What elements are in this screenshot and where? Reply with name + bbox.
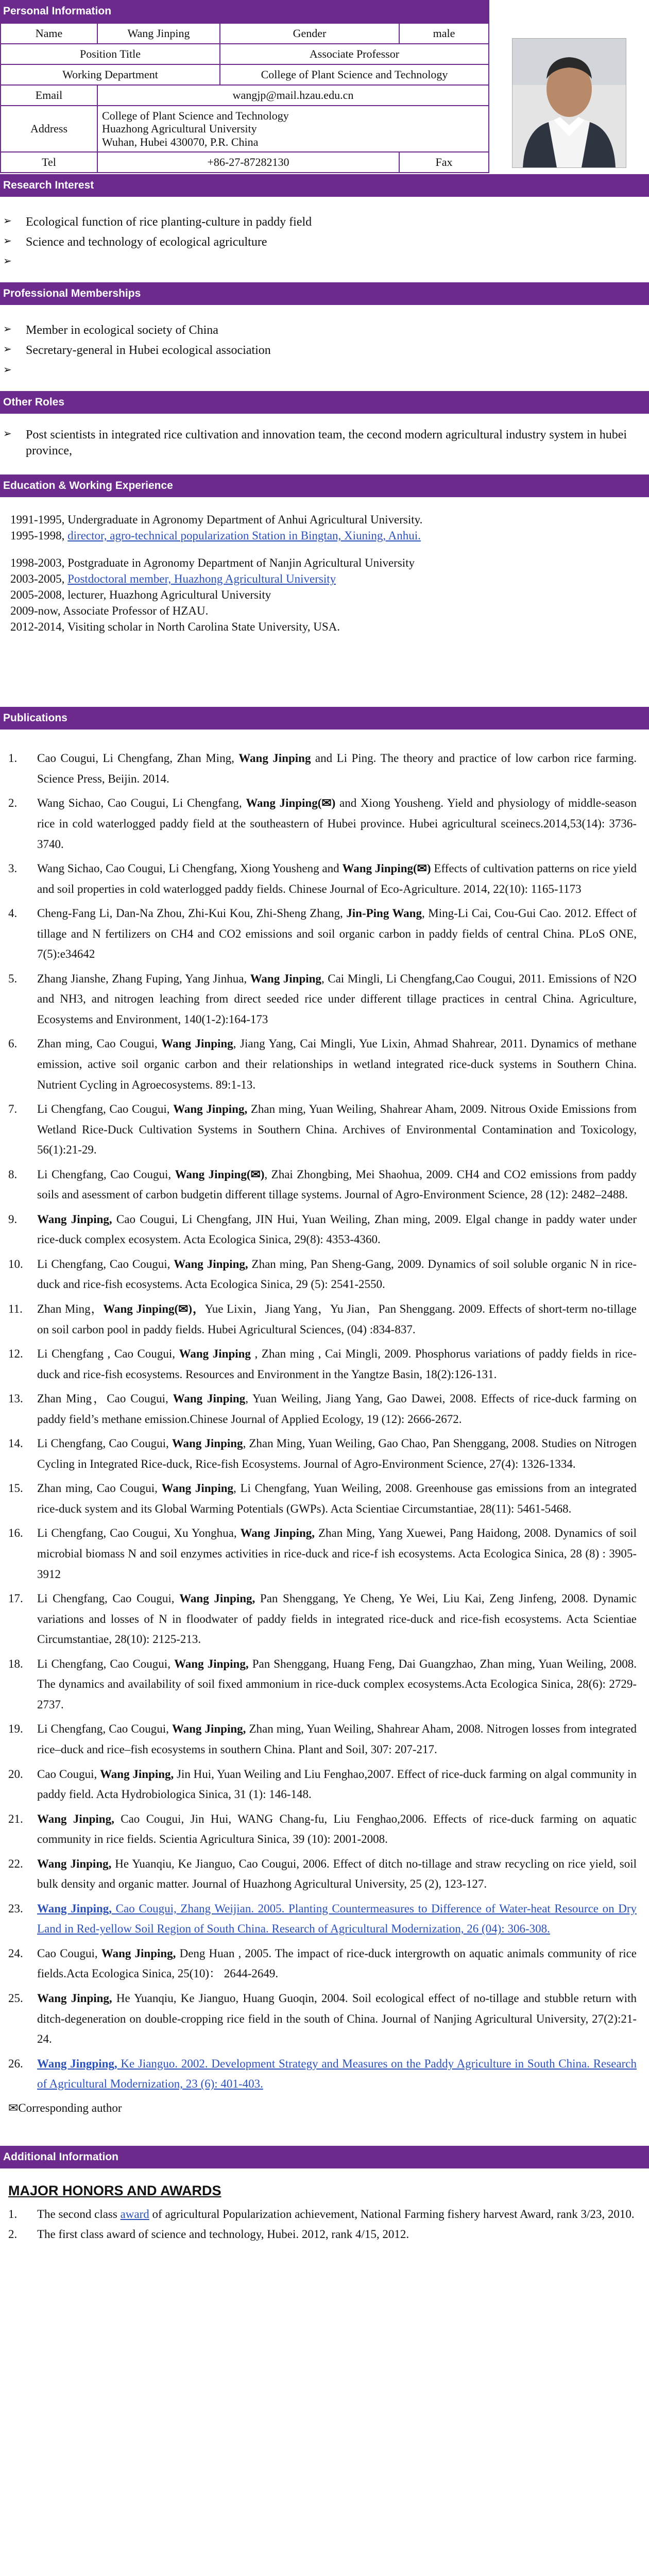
item-number: 26. xyxy=(8,2057,23,2070)
publication-item xyxy=(8,793,637,854)
gender-value: male xyxy=(399,23,489,44)
item-number: 1. xyxy=(8,2207,18,2221)
publication-details: He Yuanqiu, Ke Jianguo, Huang Guoqin, 2004. Soil ecological effect of no-tillage and stubble return with ditch-degeneration on double-cropping rice field in the south of China. Journal of Nanjing Agricultural University, 27(2):21-24. xyxy=(37,1991,637,2046)
education-row xyxy=(10,619,639,635)
tel-label: Tel xyxy=(1,152,97,173)
publication-text xyxy=(37,1344,637,1384)
item-number: 7. xyxy=(8,1103,18,1116)
publication-item xyxy=(8,1099,637,1160)
publication-item xyxy=(8,1299,637,1340)
publication-item xyxy=(8,1719,637,1759)
honor-text-part: of agricultural Popularization achievement, National Farming fishery harvest Award, rank 3/23, 2010. xyxy=(149,2207,635,2221)
education-row xyxy=(10,512,639,528)
publication-details: , Zhan Ming, Yuan Weiling, Gao Chao, Pan Shenggang, 2008. Studies on Nitrogen Cycling in Integrated Rice-duck, Rice-fish Ecosystems. Journal of Agro-Environment Science, 27(4): 1326-1334. xyxy=(37,1437,637,1470)
publication-details: Cao Cougui, Zhang Weijian. 2005. Planting Countermeasures to Difference of Water-heat Resource on Dry Land in Red-yellow Soil Region of South China. Research of Agricultural Modernization, 26 (04): 306-308. xyxy=(37,1902,637,1936)
education-link[interactable]: director, agro-technical popularization Station in Bingtan, Xiuning, Anhui. xyxy=(67,529,421,543)
honor-text-part: The first class award of science and technology, Hubei. 2012, rank 4/15, 2012. xyxy=(37,2228,409,2241)
publication-authors: Cao Cougui, Li Chengfang, Zhan Ming, xyxy=(37,752,239,765)
memberships-header: Professional Memberships xyxy=(0,282,649,305)
highlighted-author: Wang Jinping, xyxy=(179,1592,255,1605)
email-label: Email xyxy=(1,85,97,106)
highlighted-author: Wang Jinping(✉) xyxy=(342,862,431,875)
item-number: 16. xyxy=(8,1527,23,1540)
education-link[interactable]: Postdoctoral member, Huazhong Agricultural University xyxy=(67,572,336,586)
education-text: 2009-now, Associate Professor of HZAU. xyxy=(10,604,209,618)
publication-details: Cao Cougui, Li Chengfang, JIN Hui, Yuan Weiling, Zhan ming, 2009. Elgal change in paddy water under rice-duck complex ecosystem. Acta Ecologica Sinica, 29(8): 4353-4360. xyxy=(37,1212,637,1246)
publication-text xyxy=(37,1033,637,1095)
list-item-text: Secretary-general in Hubei ecological association xyxy=(26,344,271,358)
arrow-bullet-icon: ➢ xyxy=(3,235,12,247)
highlighted-author: Wang Jinping xyxy=(179,1347,251,1361)
list-item xyxy=(0,361,649,376)
publication-item xyxy=(8,1033,637,1095)
publication-item xyxy=(8,1588,637,1650)
item-number: 9. xyxy=(8,1212,18,1226)
publication-item xyxy=(8,858,637,899)
publication-item xyxy=(8,1254,637,1295)
list-item-text: Member in ecological society of China xyxy=(26,324,218,337)
publication-authors: Li Chengfang, Cao Cougui, xyxy=(37,1722,172,1736)
item-number: 3. xyxy=(8,862,18,875)
item-number: 19. xyxy=(8,1722,23,1736)
list-item xyxy=(0,320,649,341)
item-number: 25. xyxy=(8,1991,23,2005)
list-item-text: Ecological function of rice planting-culture in paddy field xyxy=(26,215,312,229)
publication-details: Effects of cultivation patterns on rice yield and soil properties in cold waterlogged paddy fields. Chinese Journal of Eco-Agriculture. 2014, 22(10): 1165-1173 xyxy=(37,862,637,895)
highlighted-author: Wang Jinping, xyxy=(37,1812,114,1825)
highlighted-author: Wang Jinping xyxy=(161,1037,233,1050)
honor-text-part: The second class xyxy=(37,2207,121,2221)
education-group xyxy=(10,512,639,544)
other-roles-list xyxy=(0,414,649,474)
publication-authors: Li Chengfang, Cao Cougui, xyxy=(37,1592,180,1605)
publication-authors: Cheng-Fang Li, Dan-Na Zhou, Zhi-Kui Kou, Zhi-Sheng Zhang, xyxy=(37,907,347,920)
gender-label: Gender xyxy=(220,23,399,44)
item-number: 5. xyxy=(8,972,18,985)
honor-text xyxy=(37,2224,409,2245)
education-text: 1991-1995, Undergraduate in Agronomy Department of Anhui Agricultural University. xyxy=(10,513,423,527)
item-number: 17. xyxy=(8,1592,23,1605)
publication-details: Zhan Ming, Yang Xuewei, Pang Haidong, 2008. Dynamics of soil microbial biomass N and soil enzymes activities in rice-duck and rice-f ish ecosystems. Acta Ecologica Sinica, 28 (8) : 3905-3912 xyxy=(37,1527,637,1581)
publication-item xyxy=(8,1164,637,1205)
name-label: Name xyxy=(1,23,97,44)
item-number: 10. xyxy=(8,1257,23,1270)
publication-item[interactable] xyxy=(8,2054,637,2094)
arrow-bullet-icon: ➢ xyxy=(3,364,12,376)
education-text: 2005-2008, lecturer, Huazhong Agricultural University xyxy=(10,588,271,602)
address-label: Address xyxy=(1,106,97,152)
item-number: 2. xyxy=(8,796,18,810)
publication-item xyxy=(8,1854,637,1894)
publication-text xyxy=(37,1854,637,1894)
publications-list xyxy=(0,730,649,2094)
highlighted-author: Wang Jinping(✉)， xyxy=(103,1302,205,1316)
publication-details: Zhan ming, Yuan Weiling, Shahrear Aham, 2008. Nitrogen losses from integrated rice–duck and rice–fish ecosystems in southern China. Plant and Soil, 307: 207-217. xyxy=(37,1722,637,1756)
publication-item xyxy=(8,1943,637,1984)
department-value: College of Plant Science and Technology xyxy=(220,64,489,85)
highlighted-author: Wang Jinping xyxy=(172,1437,243,1450)
list-item xyxy=(0,425,634,461)
additional-info-header: Additional Information xyxy=(0,2146,649,2168)
memberships-list xyxy=(0,305,649,378)
publication-text xyxy=(37,1164,637,1205)
highlighted-author: Wang Jinping, xyxy=(37,1902,112,1915)
publications-header: Publications xyxy=(0,707,649,730)
publication-details: Yue Lixin，Jiang Yang，Yu Jian，Pan Shenggang. 2009. Effects of short-term no-tillage on soil carbon pool in paddy fields. Hubei Agricultural Sciences, (04) :834-837. xyxy=(37,1302,637,1336)
list-item-text: Science and technology of ecological agriculture xyxy=(26,235,267,249)
item-number: 20. xyxy=(8,1767,23,1781)
publication-details: He Yuanqiu, Ke Jianguo, Cao Cougui, 2006. Effect of ditch no-tillage and straw recycling on rice yield, soil bulk density and organic matter. Journal of Huazhong Agricultural University, 25 (2), 123-127. xyxy=(37,1857,637,1891)
publication-details: , Zhan ming , Cai Mingli, 2009. Phosphorus variations of paddy fields in rice-duck and rice-fish ecosystems. Resources and Environment in the Yangtze Basin, 18(2):126-131. xyxy=(37,1347,637,1381)
publication-text xyxy=(37,1764,637,1805)
highlighted-author: Wang Jinping, xyxy=(37,1991,112,2005)
education-row xyxy=(10,571,639,587)
list-item xyxy=(0,212,649,232)
publication-authors: Li Chengfang, Cao Cougui, xyxy=(37,1437,172,1450)
fax-label xyxy=(399,152,489,173)
education-text: 2012-2014, Visiting scholar in North Carolina State University, USA. xyxy=(10,620,340,634)
publication-item xyxy=(8,969,637,1030)
publication-details: , Yuan Weiling, Jiang Yang, Gao Dawei, 2008. Effects of rice-duck farming on paddy field’s methane emission.Chinese Journal of Applied Ecology, 19 (12): 2666-2672. xyxy=(37,1392,637,1426)
highlighted-author: Wang Jinping, xyxy=(174,1257,248,1270)
publication-text xyxy=(37,1943,637,1984)
publication-details: Jin Hui, Yuan Weiling and Liu Fenghao,2007. Effect of rice-duck farming on algal community in paddy field. Acta Hydrobiologica Sinica, 31 (1): 146-148. xyxy=(37,1767,637,1801)
publication-item xyxy=(8,1809,637,1850)
publication-item xyxy=(8,903,637,964)
publication-text xyxy=(37,1254,637,1295)
publication-authors: Wang Sichao, Cao Cougui, Li Chengfang, xyxy=(37,796,246,810)
name-value: Wang Jinping xyxy=(97,23,220,44)
other-roles-header: Other Roles xyxy=(0,391,649,414)
publication-authors: Li Chengfang, Cao Cougui, Xu Yonghua, xyxy=(37,1527,241,1540)
position-value: Associate Professor xyxy=(220,44,489,64)
highlighted-author: Wang Jinping, xyxy=(37,1212,112,1226)
item-number: 15. xyxy=(8,1482,23,1495)
honor-text xyxy=(37,2204,635,2225)
email-value[interactable]: wangjp@mail.hzau.edu.cn xyxy=(97,85,489,106)
highlighted-author: Jin-Ping Wang xyxy=(346,907,422,920)
publication-details: Pan Shenggang, Ye Cheng, Ye Wei, Liu Kai, Zeng Jinfeng, 2008. Dynamic variations and losses of N in floodwater of paddy fields in integrated rice-duck and rice-fish ecosystems. Acta Scientiae Circumstantiae, 28(10): 2125-213. xyxy=(37,1592,637,1646)
item-number: 13. xyxy=(8,1392,23,1405)
highlighted-author: Wang Jinping xyxy=(161,1482,234,1495)
education-row xyxy=(10,555,639,571)
publication-details: Pan Shenggang, Huang Feng, Dai Guangzhao, Zhan ming, Yuan Weiling, 2008. The dynamics and availability of soil fixed ammonium in rice-duck complex ecosystems.Acta Ecologica Sinica, 28(6): 2729-2737. xyxy=(37,1657,637,1711)
education-header: Education & Working Experience xyxy=(0,474,649,497)
education-text: 2003-2005, xyxy=(10,572,68,586)
education-section xyxy=(0,497,649,650)
publication-text xyxy=(37,793,637,854)
publication-text xyxy=(37,1099,637,1160)
list-item-text: Post scientists in integrated rice cultivation and innovation team, the cecond modern agricultural industry system in hubei province, xyxy=(26,428,627,457)
item-number: 23. xyxy=(8,1902,23,1915)
department-label: Working Department xyxy=(1,64,220,85)
publication-text[interactable] xyxy=(37,2054,637,2094)
highlighted-author: Wang Jinping xyxy=(173,1392,246,1405)
personal-info-table xyxy=(0,23,489,173)
publication-authors: Cao Cougui, xyxy=(37,1946,101,1960)
publication-text xyxy=(37,1719,637,1759)
highlighted-author: Wang Jinping, xyxy=(101,1946,176,1960)
publication-details: Zhan ming, Yuan Weiling, Shahrear Aham, 2009. Nitrous Oxide Emissions from Wetland Rice-Duck Cultivation Systems in Southern China. Archives of Environmental Contamination and Toxicology, 56(1):21-29. xyxy=(37,1103,637,1157)
honors-title: MAJOR HONORS AND AWARDS xyxy=(8,2182,221,2198)
research-interest-list xyxy=(0,197,649,270)
arrow-bullet-icon: ➢ xyxy=(3,215,12,227)
address-line: Wuhan, Hubei 430070, P.R. China xyxy=(102,135,259,148)
highlighted-author: Wang Jinping(✉) xyxy=(175,1167,265,1181)
publication-authors: Li Chengfang, Cao Cougui, xyxy=(37,1657,175,1670)
list-item xyxy=(8,2224,641,2245)
publication-item xyxy=(8,1988,637,2049)
education-row xyxy=(10,603,639,619)
address-line: College of Plant Science and Technology xyxy=(102,109,289,122)
arrow-bullet-icon: ➢ xyxy=(3,256,12,267)
highlighted-author: Wang Jinping, xyxy=(100,1767,174,1781)
research-interest-header: Research Interest xyxy=(0,174,649,197)
publication-authors: Zhan Ming，Cao Cougui, xyxy=(37,1392,173,1405)
award-link[interactable]: award xyxy=(120,2207,149,2221)
tel-value: +86-27-87282130 xyxy=(97,152,399,173)
education-text: 1998-2003, Postgraduate in Agronomy Department of Nanjin Agricultural University xyxy=(10,556,415,570)
publication-authors: Wang Sichao, Cao Cougui, Li Chengfang, Xiong Yousheng and xyxy=(37,862,343,875)
publication-details: , Jiang Yang, Cai Mingli, Yue Lixin, Ahmad Shahrear, 2011. Dynamics of methane emission, active soil organic carbon and their relationships in wetland integrated rice-duck systems in Southern China. Nutrient Cycling in Agroecosystems. 89:1-13. xyxy=(37,1037,637,1091)
publication-authors: Zhang Jianshe, Zhang Fuping, Yang Jinhua, xyxy=(37,972,250,985)
item-number: 12. xyxy=(8,1347,23,1361)
highlighted-author: Wang Jinping(✉) xyxy=(246,796,336,810)
publication-details: Zhan ming, Pan Sheng-Gang, 2009. Dynamics of soil soluble organic N in rice-duck and rice-fish ecosystems. Acta Ecologica Sinica, 29 (5): 2541-2550. xyxy=(37,1257,637,1291)
publication-details: , Zhai Zhongbing, Mei Shaohua, 2009. CH4 and CO2 emissions from paddy soils and asessment of carbon budgetin different tillage systems. Journal of Agro-Environment Science, 28 (12): 2482–2488. xyxy=(37,1167,637,1201)
publication-text xyxy=(37,1299,637,1340)
publication-item xyxy=(8,748,637,789)
profile-photo xyxy=(512,38,626,168)
publication-authors: Li Chengfang , Cao Cougui, xyxy=(37,1347,179,1361)
personal-info-section xyxy=(0,0,649,173)
honors-list xyxy=(8,2204,641,2245)
address-line: Huazhong Agricultural University xyxy=(102,122,257,135)
additional-info-section xyxy=(0,2168,649,2265)
publication-item xyxy=(8,1478,637,1519)
publication-text xyxy=(37,969,637,1030)
publication-details: Deng Huan , 2005. The impact of rice-duck intergrowth on aquatic animals community of rice fields.Acta Ecologica Sinica, 25(10)： 2644-2649. xyxy=(37,1946,637,1980)
person-photo-icon xyxy=(513,39,626,167)
highlighted-author: Wang Jinping, xyxy=(172,1722,246,1736)
publication-text xyxy=(37,1523,637,1584)
publication-authors: Zhan Ming， xyxy=(37,1302,104,1316)
education-row xyxy=(10,528,639,544)
publication-text xyxy=(37,1478,637,1519)
publication-text xyxy=(37,748,637,789)
item-number: 1. xyxy=(8,752,18,765)
publication-authors: Li Chengfang, Cao Cougui, xyxy=(37,1257,174,1270)
publication-item xyxy=(8,1764,637,1805)
publication-authors: Zhan ming, Cao Cougui, xyxy=(37,1037,162,1050)
publication-authors: Li Chengfang, Cao Cougui, xyxy=(37,1103,174,1116)
list-item xyxy=(0,252,649,267)
item-number: 11. xyxy=(8,1302,23,1316)
publication-details: , Li Chengfang, Yuan Weiling, 2008. Greenhouse gas emissions from an integrated rice-duck system and its Global Warming Potentials (GWPs). Acta Scientiae Circumstantiae, 28(11): 5461-5468. xyxy=(37,1482,637,1515)
publication-item xyxy=(8,1209,637,1250)
item-number: 24. xyxy=(8,1946,23,1960)
fax-label-text: Fax xyxy=(435,155,453,168)
publication-details: , Cai Mingli, Li Chengfang,Cao Cougui, 2011. Emissions of N2O and NH3, and nitrogen leaching from direct seeded rice under different tillage practices in central China. Agriculture, Ecosystems and Environment, 140(1-2):164-173 xyxy=(37,972,637,1026)
highlighted-author: Wang Jinping, xyxy=(174,1657,249,1670)
publication-details: and Xiong Yousheng. Yield and physiology of middle-season rice in cold waterlogged paddy field at the southeastern of Hubei province. Hubei agricultural sceinecs.2014,53(14): 3736-3740. xyxy=(37,796,637,851)
item-number: 2. xyxy=(8,2228,18,2241)
publication-authors: Cao Cougui, xyxy=(37,1767,100,1781)
item-number: 18. xyxy=(8,1657,23,1670)
publication-item xyxy=(8,1388,637,1429)
list-item xyxy=(0,341,649,361)
item-number: 21. xyxy=(8,1812,23,1825)
item-number: 22. xyxy=(8,1857,23,1870)
highlighted-author: Wang Jinping xyxy=(238,752,311,765)
personal-info-header: Personal Information xyxy=(0,0,489,23)
publication-item xyxy=(8,1433,637,1474)
corresponding-author-note: ✉Corresponding author xyxy=(8,2101,122,2114)
publication-text xyxy=(37,858,637,899)
item-number: 6. xyxy=(8,1037,18,1050)
highlighted-author: Wang Jingping, xyxy=(37,2057,117,2070)
publication-text xyxy=(37,903,637,964)
publication-authors: Zhan ming, Cao Cougui, xyxy=(37,1482,162,1495)
publication-details: , Ming-Li Cai, Cou-Gui Cao. 2012. Effect of tillage and N fertilizers on CH4 and CO2 emissions and soil organic carbon in paddy fields of central China. PLoS ONE, 7(5):e34642 xyxy=(37,907,637,961)
publication-text xyxy=(37,1988,637,2049)
education-text: 1995-1998, xyxy=(10,529,68,543)
position-label: Position Title xyxy=(1,44,220,64)
publication-text xyxy=(37,1588,637,1650)
item-number: 8. xyxy=(8,1167,18,1181)
highlighted-author: Wang Jinping, xyxy=(37,1857,112,1870)
publication-item xyxy=(8,1654,637,1715)
highlighted-author: Wang Jinping xyxy=(250,972,321,985)
publication-text[interactable] xyxy=(37,1899,637,1939)
address-value xyxy=(97,106,489,152)
publication-authors: Li Chengfang, Cao Cougui, xyxy=(37,1167,175,1181)
publication-item xyxy=(8,1523,637,1584)
publication-text xyxy=(37,1433,637,1474)
list-item xyxy=(0,232,649,252)
item-number: 14. xyxy=(8,1437,23,1450)
publication-text xyxy=(37,1209,637,1250)
publication-details: Ke Jianguo. 2002. Development Strategy and Measures on the Paddy Agriculture in South China. Research of Agricultural Modernization, 23 (6): 401-403. xyxy=(37,2057,637,2091)
item-number: 4. xyxy=(8,907,18,920)
publication-item[interactable] xyxy=(8,1899,637,1939)
publication-item xyxy=(8,1344,637,1384)
education-row xyxy=(10,587,639,603)
education-group xyxy=(10,555,639,635)
arrow-bullet-icon: ➢ xyxy=(3,344,12,355)
highlighted-author: Wang Jinping, xyxy=(173,1103,248,1116)
publication-text xyxy=(37,1809,637,1850)
publication-details: and Li Ping. The theory and practice of low carbon rice farming. Science Press, Beijin. 2014. xyxy=(37,752,637,785)
arrow-bullet-icon: ➢ xyxy=(3,428,12,439)
list-item xyxy=(8,2204,641,2225)
publication-text xyxy=(37,1388,637,1429)
publication-details: Cao Cougui, Jin Hui, WANG Chang-fu, Liu Fenghao,2006. Effects of rice-duck farming on aquatic community in rice fields. Scientia Agricultura Sinica, 39 (10): 2001-2008. xyxy=(37,1812,637,1846)
highlighted-author: Wang Jinping, xyxy=(240,1527,315,1540)
publication-text xyxy=(37,1654,637,1715)
arrow-bullet-icon: ➢ xyxy=(3,324,12,335)
